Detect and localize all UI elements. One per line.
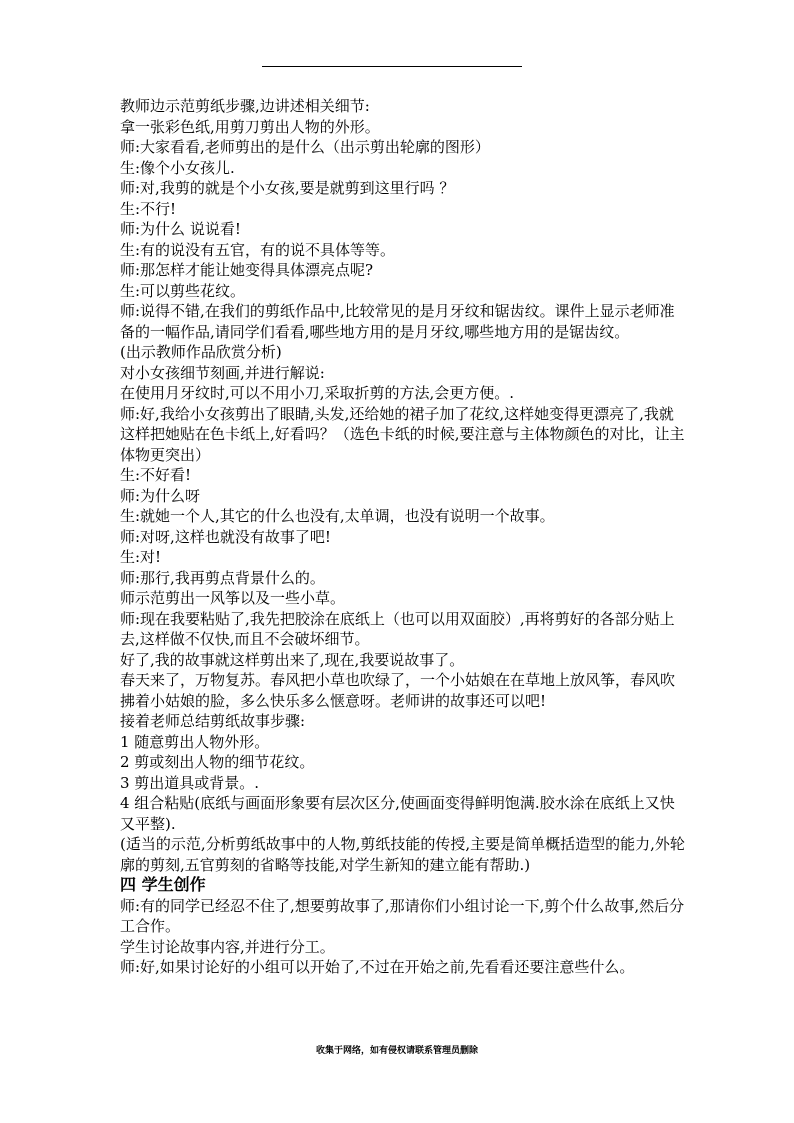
paragraph: 学生讨论故事内容,并进行分工。 bbox=[120, 937, 335, 956]
header-rule bbox=[262, 66, 522, 67]
paragraph: 生:有的说没有五官，有的说不具体等等。 bbox=[120, 240, 396, 259]
paragraph: 2 剪或刻出人物的细节花纹。 bbox=[120, 753, 315, 771]
paragraph: 拿一张彩色纸,用剪刀剪出人物的外形。 bbox=[120, 117, 380, 136]
paragraph: 4 组合粘贴(底纸与画面形象要有层次区分,使画面变得鲜明饱满.胶水涂在底纸上又快又平整). bbox=[120, 794, 675, 833]
paragraph: 师:那行,我再剪点背景什么的。 bbox=[120, 568, 325, 587]
paragraph: 生:不好看! bbox=[120, 466, 192, 484]
paragraph: 师:好,我给小女孩剪出了眼睛,头发,还给她的裙子加了花纹,这样她变得更漂亮了,我就这样把她贴在色卡纸上,好看吗？（选色卡纸的时候,要注意与主体物颜色的对比，让主体物更突出） bbox=[120, 404, 685, 464]
paragraph: (适当的示范,分析剪纸故事中的人物,剪纸技能的传授,主要是简单概括造型的能力,外轮廓的剪刻,五官剪刻的省略等技能,对学生新知的建立能有帮助.) bbox=[120, 835, 685, 874]
paragraph: 师:对,我剪的就是个小女孩,要是就剪到这里行吗 ？ bbox=[120, 179, 455, 197]
paragraph: 生:就她一个人,其它的什么也没有,太单调，也没有说明一个故事。 bbox=[120, 507, 555, 525]
paragraph: 生:不行! bbox=[120, 199, 177, 218]
paragraph: 对小女孩细节刻画,并进行解说: bbox=[120, 363, 325, 382]
paragraph: 春天来了，万物复苏。春风把小草也吹绿了，一个小姑娘在在草地上放风筝，春风吹拂着小姑娘的脸，多么快乐多么惬意呀。老师讲的故事还可以吧! bbox=[120, 671, 676, 710]
paragraph: 师:为什么呀 bbox=[120, 486, 201, 505]
paragraph: 师:为什么 说说看! bbox=[120, 220, 241, 238]
paragraph: 师:好,如果讨论好的小组可以开始了,不过在开始之前,先看看还要注意些什么。 bbox=[120, 958, 635, 976]
paragraph: 师:那怎样才能让她变得具体漂亮点呢? bbox=[120, 261, 374, 279]
paragraph: 生:像个小女孩儿. bbox=[120, 158, 235, 177]
paragraph: 师:说得不错,在我们的剪纸作品中,比较常见的是月牙纹和锯齿纹。课件上显示老师准备的一幅作品,请同学们看看,哪些地方用的是月牙纹,哪些地方用的是锯齿纹。 bbox=[120, 302, 675, 341]
page-footer: 收集于网络，如有侵权请联系管理员删除 bbox=[315, 1046, 478, 1056]
paragraph: 好了,我的故事就这样剪出来了,现在,我要说故事了。 bbox=[120, 650, 465, 669]
paragraph: 生:可以剪些花纹。 bbox=[120, 281, 246, 300]
document-body bbox=[120, 96, 685, 978]
paragraph: 3 剪出道具或背景。. bbox=[120, 773, 260, 792]
paragraph: (出示教师作品欣赏分析) bbox=[120, 343, 282, 361]
paragraph: 师示范剪出一风筝以及一些小草。 bbox=[120, 589, 346, 607]
section-heading: 四 学生创作 bbox=[120, 875, 206, 894]
paragraph: 师:对呀,这样也就没有故事了吧! bbox=[120, 527, 331, 546]
paragraph: 教师边示范剪纸步骤,边讲述相关细节: bbox=[120, 97, 370, 115]
paragraph: 师:现在我要粘贴了,我先把胶涂在底纸上（也可以用双面胶）,再将剪好的各部分贴上去,这样做不仅快,而且不会破坏细节。 bbox=[120, 609, 675, 648]
paragraph: 1 随意剪出人物外形。 bbox=[120, 732, 270, 751]
paragraph: 接着老师总结剪纸故事步骤: bbox=[120, 712, 306, 730]
paragraph: 师:有的同学已经忍不住了,想要剪故事了,那请你们小组讨论一下,剪个什么故事,然后分工合作。 bbox=[120, 896, 685, 935]
paragraph: 生:对! bbox=[120, 548, 162, 566]
paragraph: 师:大家看看,老师剪出的是什么（出示剪出轮廓的图形） bbox=[120, 138, 490, 156]
paragraph: 在使用月牙纹时,可以不用小刀,采取折剪的方法,会更方便。. bbox=[120, 384, 515, 402]
